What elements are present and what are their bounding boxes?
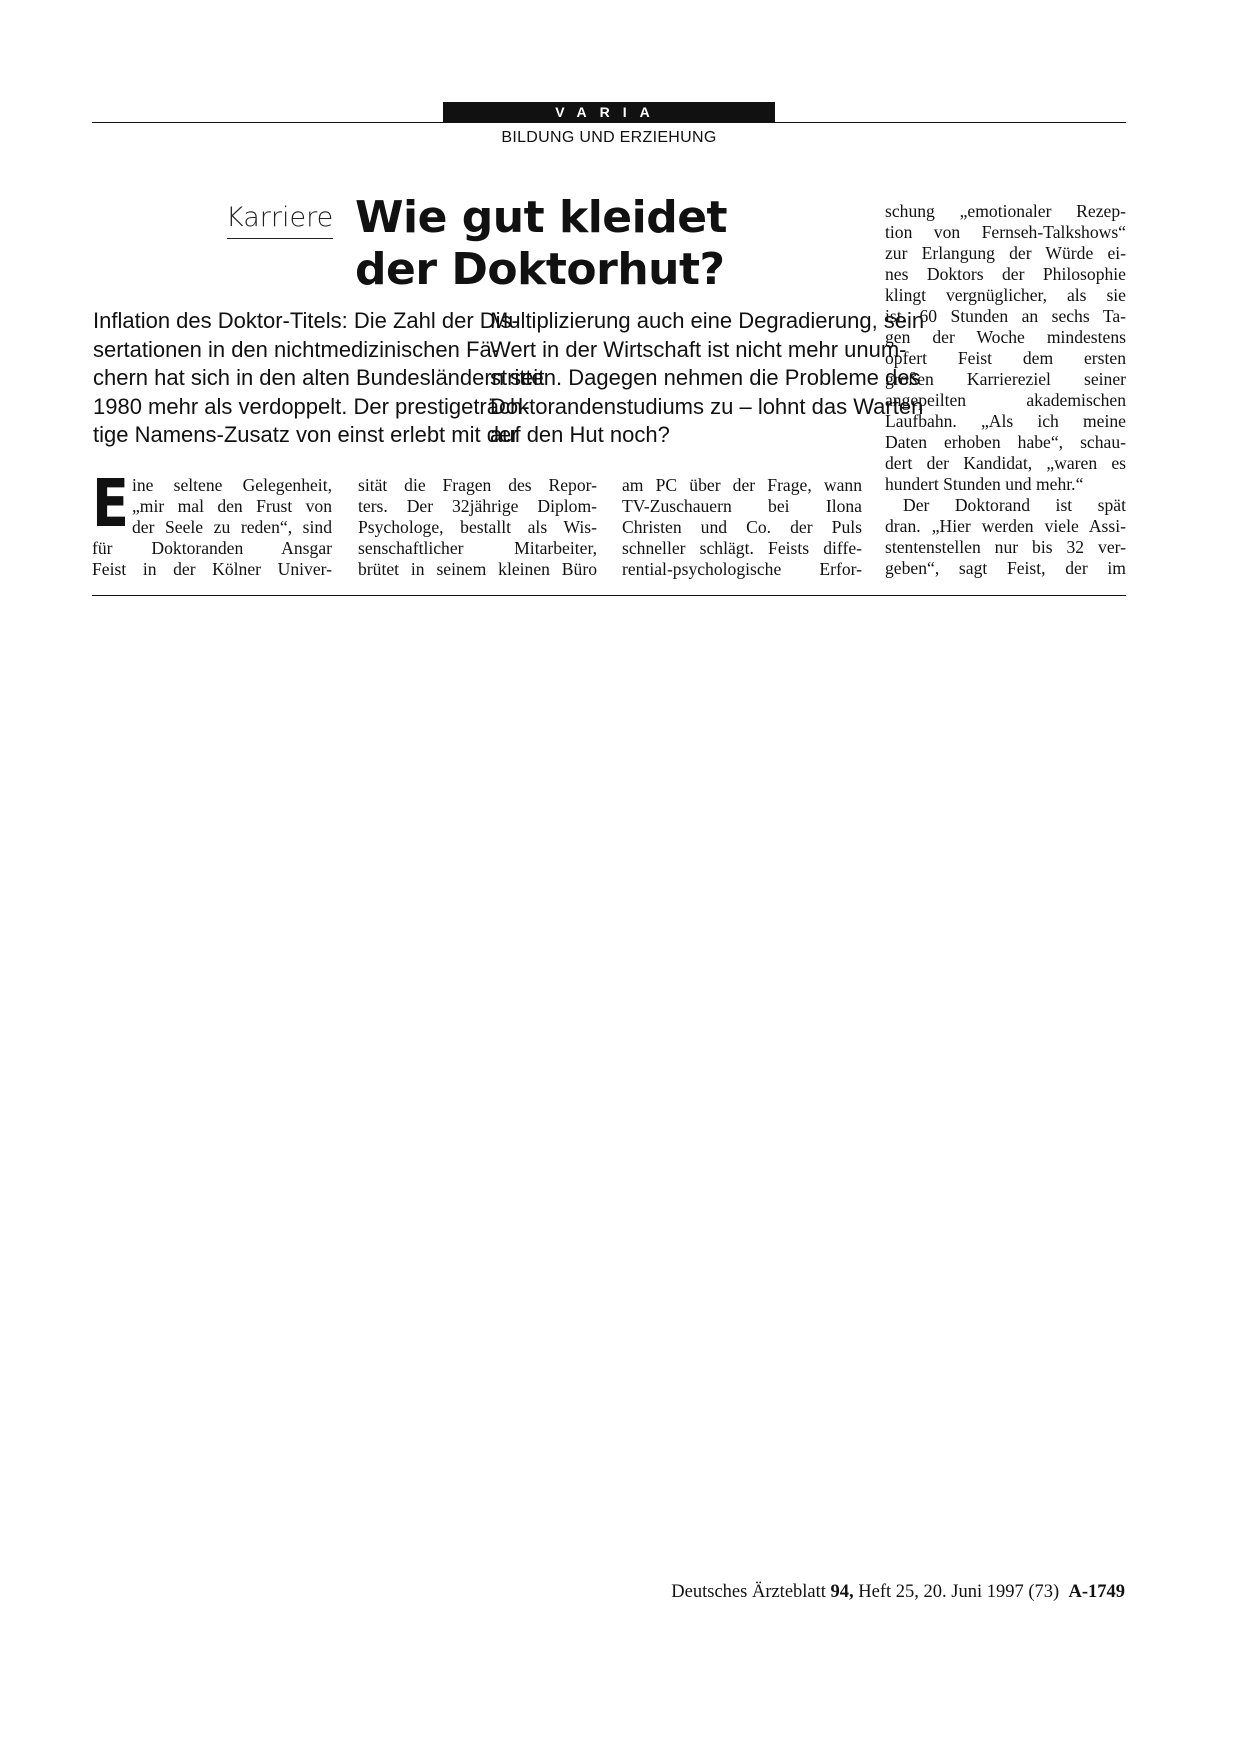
body-line: großen Karriereziel seiner (885, 369, 1126, 389)
lead-line: Multiplizierung auch eine Degradierung, sein (490, 308, 925, 333)
body-line: schneller schlägt. Feists diffe- (622, 538, 862, 558)
lead-line: sertationen in den nichtmedizinischen Fä- (93, 336, 500, 362)
body-line: ters. Der 32jährige Diplom- (358, 496, 597, 516)
body-line: senschaftlicher Mitarbeiter, (358, 538, 597, 558)
body-line: rential-psychologische Erfor- (622, 559, 862, 579)
body-line: Daten erhoben habe“, schau- (885, 432, 1126, 452)
body-line: brütet in seinem kleinen Büro (358, 559, 597, 579)
headline-line-2: der Doktorhut? (355, 244, 725, 295)
body-column-1 (92, 465, 332, 580)
body-line: gen der Woche mindestens (885, 327, 1126, 347)
body-line: tion von Fernseh-Talkshows“ (885, 222, 1126, 242)
lead-line: Wert in der Wirtschaft ist nicht mehr unum- (490, 336, 907, 362)
header-rule (92, 122, 1126, 123)
lead-line: stritten. Dagegen nehmen die Probleme des (490, 365, 921, 390)
headline-line-1: Wie gut kleidet (355, 192, 728, 243)
body-line: Psychologe, bestallt als Wis- (358, 517, 597, 537)
lead-column-2 (490, 307, 925, 450)
footer-volume: 94, (830, 1582, 854, 1602)
footer-page-number: A-1749 (1068, 1582, 1125, 1602)
headline (355, 192, 775, 296)
body-column-2 (358, 475, 597, 580)
body-line: stentenstellen nur bis 32 ver- (885, 537, 1126, 557)
article-bottom-rule (92, 595, 1126, 596)
body-column-3 (622, 475, 862, 580)
body-line: geben“, sagt Feist, der im (885, 558, 1126, 578)
body-line: am PC über der Frage, wann (622, 475, 862, 495)
page-footer (671, 1582, 1125, 1603)
kicker: Karriere (226, 202, 334, 233)
body-line: dert der Kandidat, „waren es (885, 453, 1126, 473)
body-line: ine seltene Gelegenheit, (132, 475, 332, 495)
body-line: Der Doktorand ist spät (903, 495, 1126, 515)
body-line: dran. „Hier werden viele Assi- (885, 516, 1126, 536)
section-bar: VARIA (443, 102, 775, 122)
body-line: für Doktoranden Ansgar (92, 538, 332, 558)
lead-line: auf den Hut noch? (490, 422, 670, 447)
lead-line: Inflation des Doktor-Titels: Die Zahl der Dis- (93, 308, 519, 333)
body-line: Feist in der Kölner Univer- (92, 559, 332, 579)
body-column-4 (885, 201, 1126, 579)
body-line: der Seele zu reden“, sind (132, 517, 332, 537)
body-line: sität die Fragen des Repor- (358, 475, 597, 495)
body-line: schung „emotionaler Rezep- (885, 201, 1126, 221)
body-line: zur Erlangung der Würde ei- (885, 243, 1126, 263)
lead-line: Doktorandenstudiums zu – lohnt das Warten (490, 393, 924, 419)
footer-journal: Deutsches Ärzteblatt (671, 1582, 826, 1602)
body-line: klingt vergnüglicher, als sie (885, 285, 1126, 305)
body-line: opfert Feist dem ersten (885, 348, 1126, 368)
body-line: nes Doktors der Philosophie (885, 264, 1126, 284)
body-line: Christen und Co. der Puls (622, 517, 862, 537)
body-line: hundert Stunden und mehr.“ (885, 474, 1084, 494)
lead-line: chern hat sich in den alten Bundesländern seit (93, 365, 545, 390)
lead-line: 1980 mehr als verdoppelt. Der prestigeträch- (93, 393, 530, 419)
lead-line: tige Namens-Zusatz von einst erlebt mit der (93, 422, 519, 447)
kicker-underline (227, 238, 333, 239)
section-subtitle: BILDUNG UND ERZIEHUNG (501, 129, 717, 146)
body-line: „mir mal den Frust von (132, 496, 332, 516)
body-line: Laufbahn. „Als ich meine (885, 411, 1126, 431)
body-line: TV-Zuschauern bei Ilona (622, 496, 862, 516)
body-line: ist. 60 Stunden an sechs Ta- (885, 306, 1126, 326)
footer-issue: Heft 25, 20. Juni 1997 (73) (858, 1582, 1060, 1602)
body-line: angepeilten akademischen (885, 390, 1126, 410)
lead-column-1 (93, 307, 545, 450)
drop-cap: E (92, 465, 129, 542)
